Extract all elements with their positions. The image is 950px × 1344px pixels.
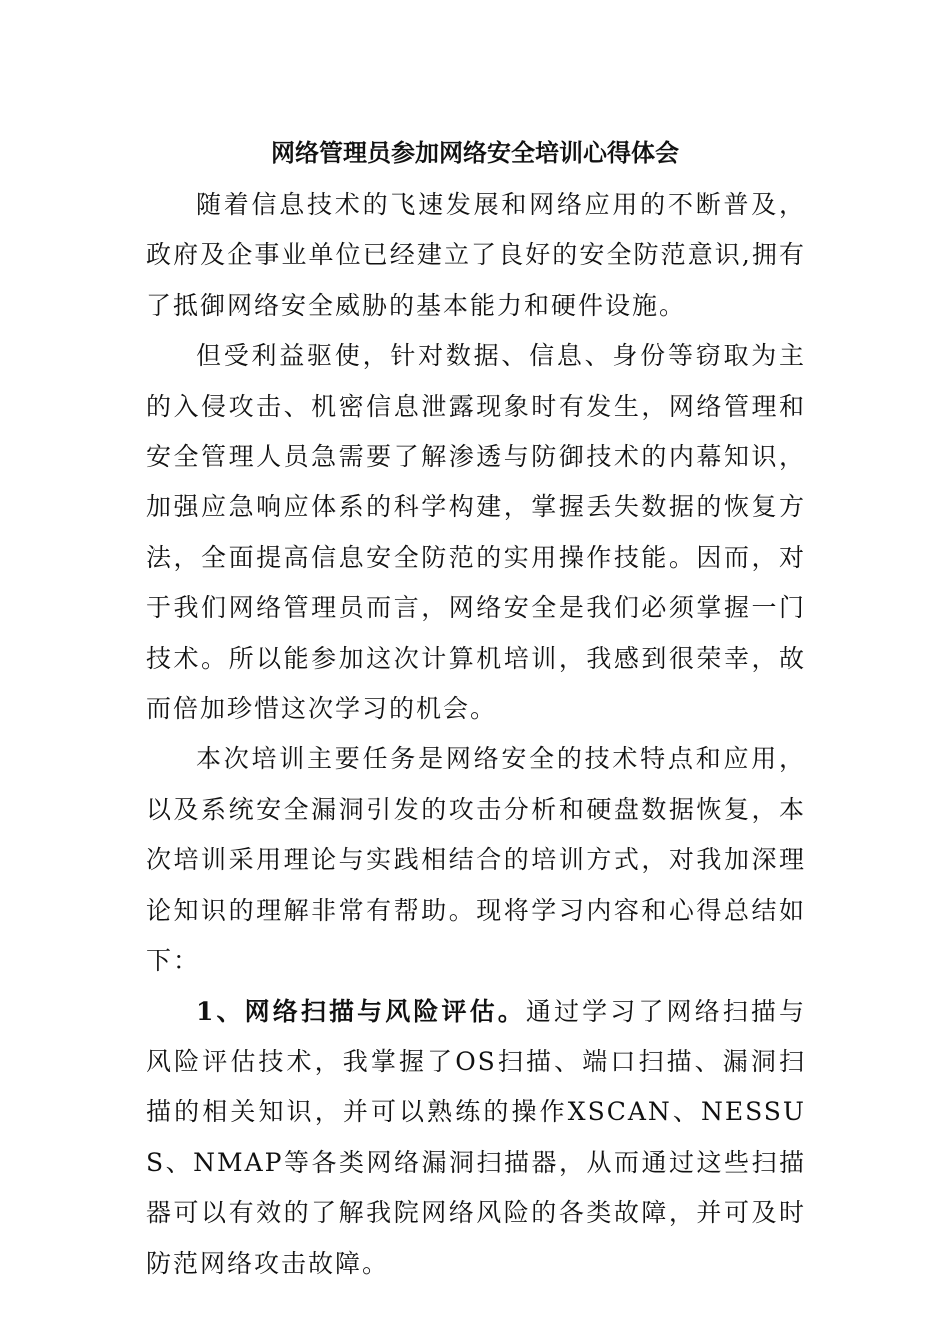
document-title: 网络管理员参加网络安全培训心得体会: [271, 138, 679, 167]
section-1-heading: 1、网络扫描与风险评估。: [196, 996, 526, 1026]
paragraph-training-overview: 本次培训主要任务是网络安全的技术特点和应用，以及系统安全漏洞引发的攻击分析和硬盘数据恢复，本次培训采用理论与实践相结合的培训方式，对我加深理论知识的理解非常有帮助。现将学习内容和心得总结如下：: [146, 744, 806, 976]
paragraph-intro: 随着信息技术的飞速发展和网络应用的不断普及，政府及企事业单位已经建立了良好的安全防范意识,拥有了抵御网络安全威胁的基本能力和硬件设施。: [146, 190, 806, 320]
paragraph-section-1: [146, 987, 806, 1289]
document-body: [146, 180, 806, 1289]
paragraph-motivation: 但受利益驱使，针对数据、信息、身份等窃取为主的入侵攻击、机密信息泄露现象时有发生，网络管理和安全管理人员急需要了解渗透与防御技术的内幕知识，加强应急响应体系的科学构建，掌握丢失数据的恢复方法，全面提高信息安全防范的实用操作技能。因而，对于我们网络管理员而言，网络安全是我们必须掌握一门技术。所以能参加这次计算机培训，我感到很荣幸，故而倍加珍惜这次学习的机会。: [146, 341, 806, 724]
section-1-text: 通过学习了网络扫描与风险评估技术，我掌握了OS扫描、端口扫描、漏洞扫描的相关知识，并可以熟练的操作XSCAN、NESSUS、NMAP等各类网络漏洞扫描器，从而通过这些扫描器可以有效的了解我院网络风险的各类故障，并可及时防范网络攻击故障。: [146, 996, 806, 1278]
